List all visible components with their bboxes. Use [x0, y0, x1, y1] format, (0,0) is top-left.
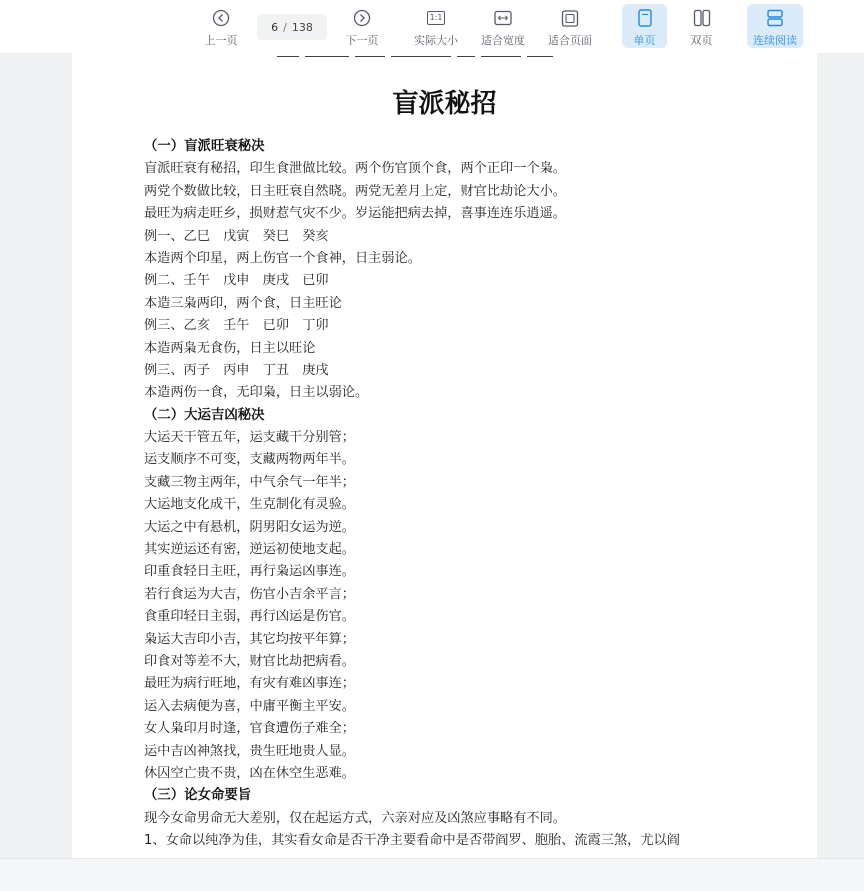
section-heading: （二）大运吉凶秘决 [144, 407, 265, 423]
previous-text-fragment [277, 53, 637, 57]
text-line: 两党个数做比较，日主旺衰自然晓。两党无差月上定，财官比劫论大小。 [144, 183, 566, 199]
single-page-label: 单页 [633, 34, 656, 47]
text-line: 本造三枭两印，两个食，日主旺论 [144, 295, 342, 311]
text-line: 食重印轻日主弱，再行凶运是伤官。 [144, 609, 355, 625]
text-line: 1、女命以纯净为佳，其实看女命是否干净主要看命中是否带阎罗、胞胎、流霞三煞，尤以阎 [144, 833, 680, 849]
text-line: 盲派旺衰有秘招，印生食泄做比较。两个伤官顶个食，两个正印一个枭。 [144, 161, 566, 177]
text-line: 其实逆运还有密，逆运初使地支起。 [144, 542, 355, 558]
section-heading: （一）盲派旺衰秘决 [144, 139, 265, 154]
fit-width-button[interactable] [475, 4, 531, 48]
actual-size-icon [427, 7, 445, 29]
text-line: 本造两个印星，两上伤官一个食神，日主弱论。 [144, 250, 421, 266]
text-line: 运中吉凶神煞找，贵生旺地贵人显。 [144, 743, 355, 759]
chevron-left-circle-icon [212, 7, 230, 29]
text-line: 例二、壬午 戊申 庚戌 已卯 [144, 273, 329, 289]
next-page-button[interactable] [339, 4, 385, 48]
document-page [72, 53, 817, 858]
actual-size-icon-text: 1:1 [427, 11, 445, 25]
text-line: 大运天干管五年，运支藏干分别管； [144, 430, 355, 446]
text-line: 休囚空亡贵不贵，凶在休空生恶难。 [144, 765, 355, 781]
continuous-reading-button[interactable] [747, 4, 803, 48]
fit-page-button[interactable] [542, 4, 598, 48]
current-page-input[interactable]: 6 [271, 20, 279, 34]
text-line: 本造两枭无食伤，日主以旺论 [144, 340, 316, 356]
document-body [144, 136, 784, 853]
text-line: 运入去病便为喜，中庸平衡主平安。 [144, 698, 355, 714]
double-page-label: 双页 [690, 34, 713, 47]
text-line: 本造两伤一食，无印枭，日主以弱论。 [144, 385, 369, 401]
fit-page-label: 适合页面 [548, 34, 592, 47]
text-line: 最旺为病走旺乡，损财惹气灾不少。岁运能把病去掉，喜事连连乐逍遥。 [144, 206, 566, 222]
document-viewport[interactable] [0, 53, 864, 858]
page-separator: / [283, 20, 287, 34]
viewer-toolbar [0, 0, 864, 53]
double-page-icon [693, 7, 711, 29]
fit-page-icon [561, 7, 579, 29]
section-heading: （三）论女命要旨 [144, 788, 252, 804]
text-line: 运支顺序不可变，支藏两物两年半。 [144, 452, 355, 468]
text-line: 大运地支化成干，生克制化有灵验。 [144, 497, 355, 513]
text-line: 女人枭印月时逢，官食遭伤子难全； [144, 721, 355, 737]
single-page-icon [637, 7, 653, 29]
page-number-field[interactable] [257, 14, 327, 40]
text-line: 印重食轻日主旺，再行枭运凶事连。 [144, 564, 355, 580]
next-page-label: 下一页 [345, 34, 379, 47]
text-line: 例三、丙子 丙申 丁丑 庚戌 [144, 362, 329, 378]
text-line: 枭运大吉印小吉，其它均按平年算； [144, 631, 355, 647]
fit-width-label: 适合宽度 [481, 34, 525, 47]
continuous-reading-icon [766, 7, 784, 29]
prev-page-label: 上一页 [204, 34, 238, 47]
document-title: 盲派秘招 [392, 89, 497, 119]
actual-size-button[interactable] [408, 4, 464, 48]
text-line: 印食对等差不大，财官比劫把病看。 [144, 653, 355, 669]
text-line: 若行食运为大吉，伤官小吉余平言； [144, 586, 355, 602]
text-line: 例三、乙亥 壬午 已卯 丁卯 [144, 318, 329, 334]
prev-page-button[interactable] [198, 4, 244, 48]
text-line: 现今女命男命无大差别，仅在起运方式，六亲对应及凶煞应事略有不同。 [144, 810, 566, 826]
text-line: 最旺为病行旺地，有灾有难凶事连； [144, 676, 355, 692]
single-page-button[interactable] [622, 4, 667, 48]
double-page-button[interactable] [679, 4, 724, 48]
text-line: 例一、乙巳 戊寅 癸巳 癸亥 [144, 228, 329, 244]
actual-size-label: 实际大小 [414, 34, 458, 47]
text-line: 大运之中有悬机，阴男阳女运为逆。 [144, 519, 355, 535]
chevron-right-circle-icon [353, 7, 371, 29]
text-line: 支藏三物主两年，中气余气一年半； [144, 474, 355, 490]
fit-width-icon [494, 7, 512, 29]
total-pages: 138 [291, 20, 313, 34]
continuous-reading-label: 连续阅读 [753, 34, 797, 47]
bottom-bar [0, 858, 864, 891]
